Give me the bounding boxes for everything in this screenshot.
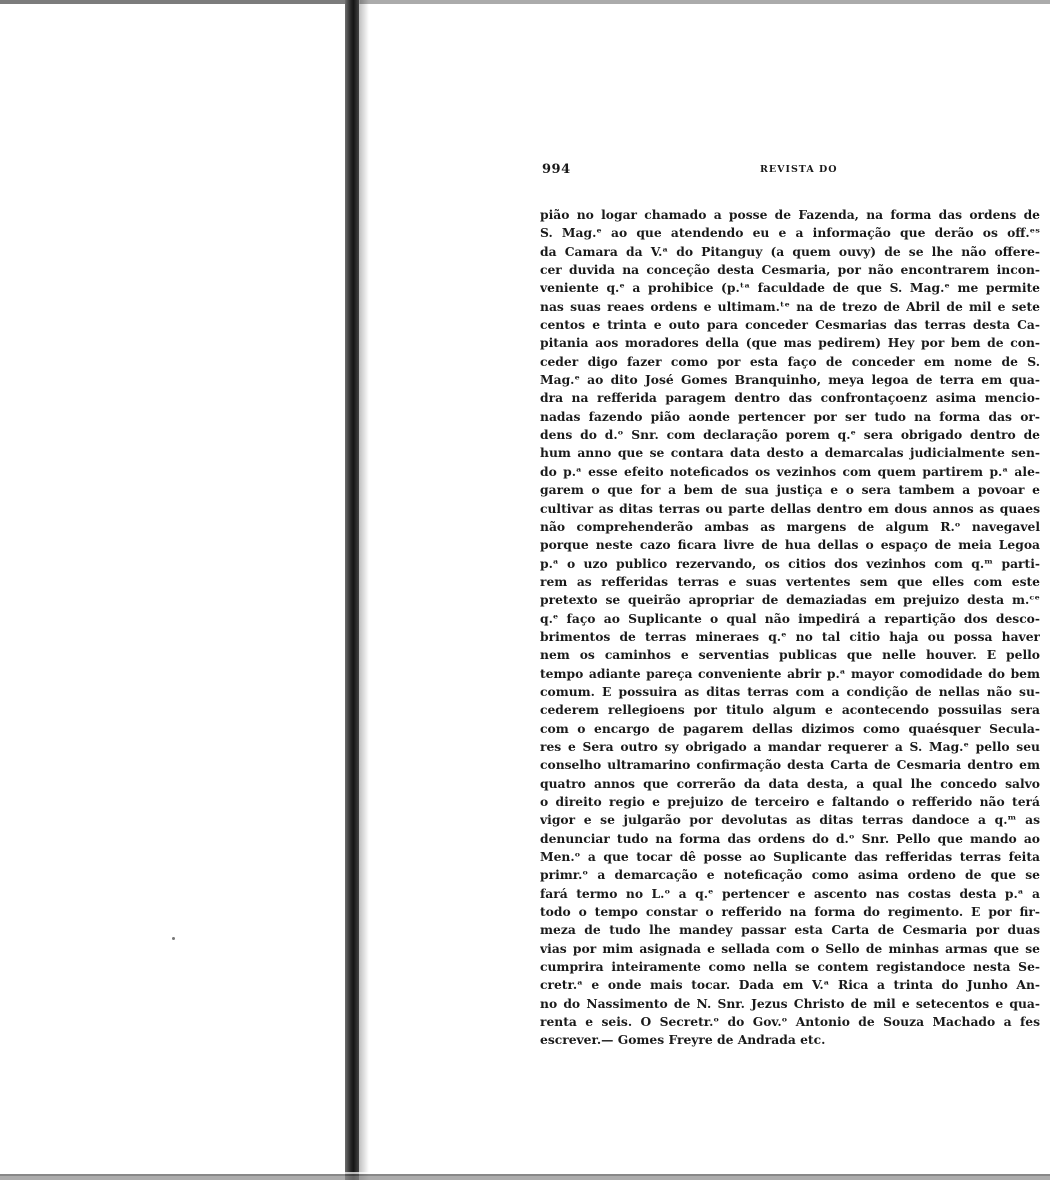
text-line: cederem rellegioens por titulo algum e acontecendo possuilas sera [540,702,1040,718]
text-line: com o encargo de pagarem dellas dizimos como quaésquer Secula- [540,720,1040,736]
text-line: dra na refferida paragem dentro das confrontaçoenz asima mencio- [540,390,1040,406]
scan-top-edge [0,0,1050,4]
text-line: hum anno que se contara data desto a demarcalas judicialmente sen- [540,445,1040,461]
text-line: ceder digo fazer como por esta faço de conceder em nome de S. [540,353,1040,369]
text-line: centos e trinta e outo para conceder Cesmarias das terras desta Ca- [540,317,1040,333]
scan-dust-speck [172,937,175,940]
running-head: REVISTA DO [760,164,838,175]
text-line: vias por mim asignada e sellada com o Sello de minhas armas que se [540,940,1040,956]
scan-bottom-edge [0,1172,1050,1180]
text-line: conselho ultramarino confirmação desta Carta de Cesmaria dentro em [540,757,1040,773]
text-line: veniente q.ᵉ a prohibice (p.ᵗᵃ faculdade de que S. Mag.ᵉ me permite [540,280,1040,296]
text-line: pretexto se queirão apropriar de demaziadas em prejuizo desta m.ᶜᵉ [540,592,1040,608]
text-line: denunciar tudo na forma das ordens do d.ᵒ Snr. Pello que mando ao [540,830,1040,846]
text-line: no do Nassimento de N. Snr. Jezus Christo de mil e setecentos e qua- [540,995,1040,1011]
text-line: da Camara da V.ᵃ do Pitanguy (a quem ouvy) de se lhe não offere- [540,243,1040,259]
text-line: cumprira inteiramente como nella se contem registandoce nesta Se- [540,959,1040,975]
text-line: todo o tempo constar o refferido na forma do regimento. E por fir- [540,904,1040,920]
text-line: Mag.ᵉ ao dito José Gomes Branquinho, meya legoa de terra em qua- [540,372,1040,388]
text-line: cultivar as ditas terras ou parte dellas dentro em dous annos as quaes [540,500,1040,516]
body-text [540,206,1040,1050]
text-line: fará termo no L.ᵒ a q.ᵉ pertencer e ascento nas costas desta p.ᵃ a [540,885,1040,901]
text-line: escrever.— Gomes Freyre de Andrada etc. [540,1032,826,1048]
text-line: q.ᵉ faço ao Suplicante o qual não impedirá a repartição dos desco- [540,610,1040,626]
text-line: garem o que for a bem de sua justiça e o sera tambem a povoar e [540,482,1040,498]
book-gutter [345,0,359,1180]
gutter-shadow [359,0,369,1180]
text-line: renta e seis. O Secretr.ᵒ do Gov.ᵒ Antonio de Souza Machado a fes [540,1014,1040,1030]
page-header [542,162,1042,182]
text-line: pião no logar chamado a posse de Fazenda, na forma das ordens de [540,207,1040,222]
text-line: porque neste cazo ficara livre de hua dellas o espaço de meia Legoa [540,537,1040,553]
text-line: do p.ᵃ esse efeito noteficados os vezinhos com quem partirem p.ᵃ ale- [540,463,1040,479]
text-line: comum. E possuira as ditas terras com a condição de nellas não su- [540,683,1040,699]
text-line: vigor e se julgarão por devolutas as ditas terras dandoce a q.ᵐ as [540,812,1040,828]
text-line: nem os caminhos e serventias publicas que nelle houver. E pello [540,647,1040,663]
text-line: rem as refferidas terras e suas vertentes sem que elles com este [540,573,1040,589]
text-line: brimentos de terras mineraes q.ᵉ no tal citio haja ou possa haver [540,628,1040,644]
text-line: quatro annos que correrão da data desta, a qual lhe concedo salvo [540,775,1040,791]
text-line: primr.ᵒ a demarcação e noteficação como asima ordeno de que se [540,867,1040,883]
text-line: não comprehenderão ambas as margens de algum R.ᵒ navegavel [540,518,1040,534]
text-line: nas suas reaes ordens e ultimam.ᵗᵉ na de trezo de Abril de mil e sete [540,298,1040,314]
text-line: tempo adiante pareça conveniente abrir p.ᵃ mayor comodidade do bem [540,665,1040,681]
text-line: dens do d.ᵒ Snr. com declaração porem q.ᵉ sera obrigado dentro de [540,427,1040,443]
text-line: o direito regio e prejuizo de terceiro e faltando o refferido não terá [540,794,1040,809]
text-line: p.ᵃ o uzo publico rezervando, os citios dos vezinhos com q.ᵐ parti- [540,555,1040,571]
text-line: S. Mag.ᵉ ao que atendendo eu e a informação que derão os off.ᵉˢ [540,225,1040,241]
text-line: res e Sera outro sy obrigado a mandar requerer a S. Mag.ᵉ pello seu [540,738,1040,754]
page-number: 994 [542,162,571,177]
text-line: nadas fazendo pião aonde pertencer por ser tudo na forma das or- [540,408,1040,424]
text-line: Men.ᵒ a que tocar dê posse ao Suplicante das refferidas terras feita [540,849,1040,865]
text-line: cer duvida na conceção desta Cesmaria, por não encontrarem incon- [540,262,1040,278]
text-line: pitania aos moradores della (que mas pedirem) Hey por bem de con- [540,335,1040,351]
text-line: meza de tudo lhe mandey passar esta Carta de Cesmaria por duas [540,922,1040,938]
text-line: cretr.ᵃ e onde mais tocar. Dada em V.ᵃ Rica a trinta do Junho An- [540,977,1040,993]
